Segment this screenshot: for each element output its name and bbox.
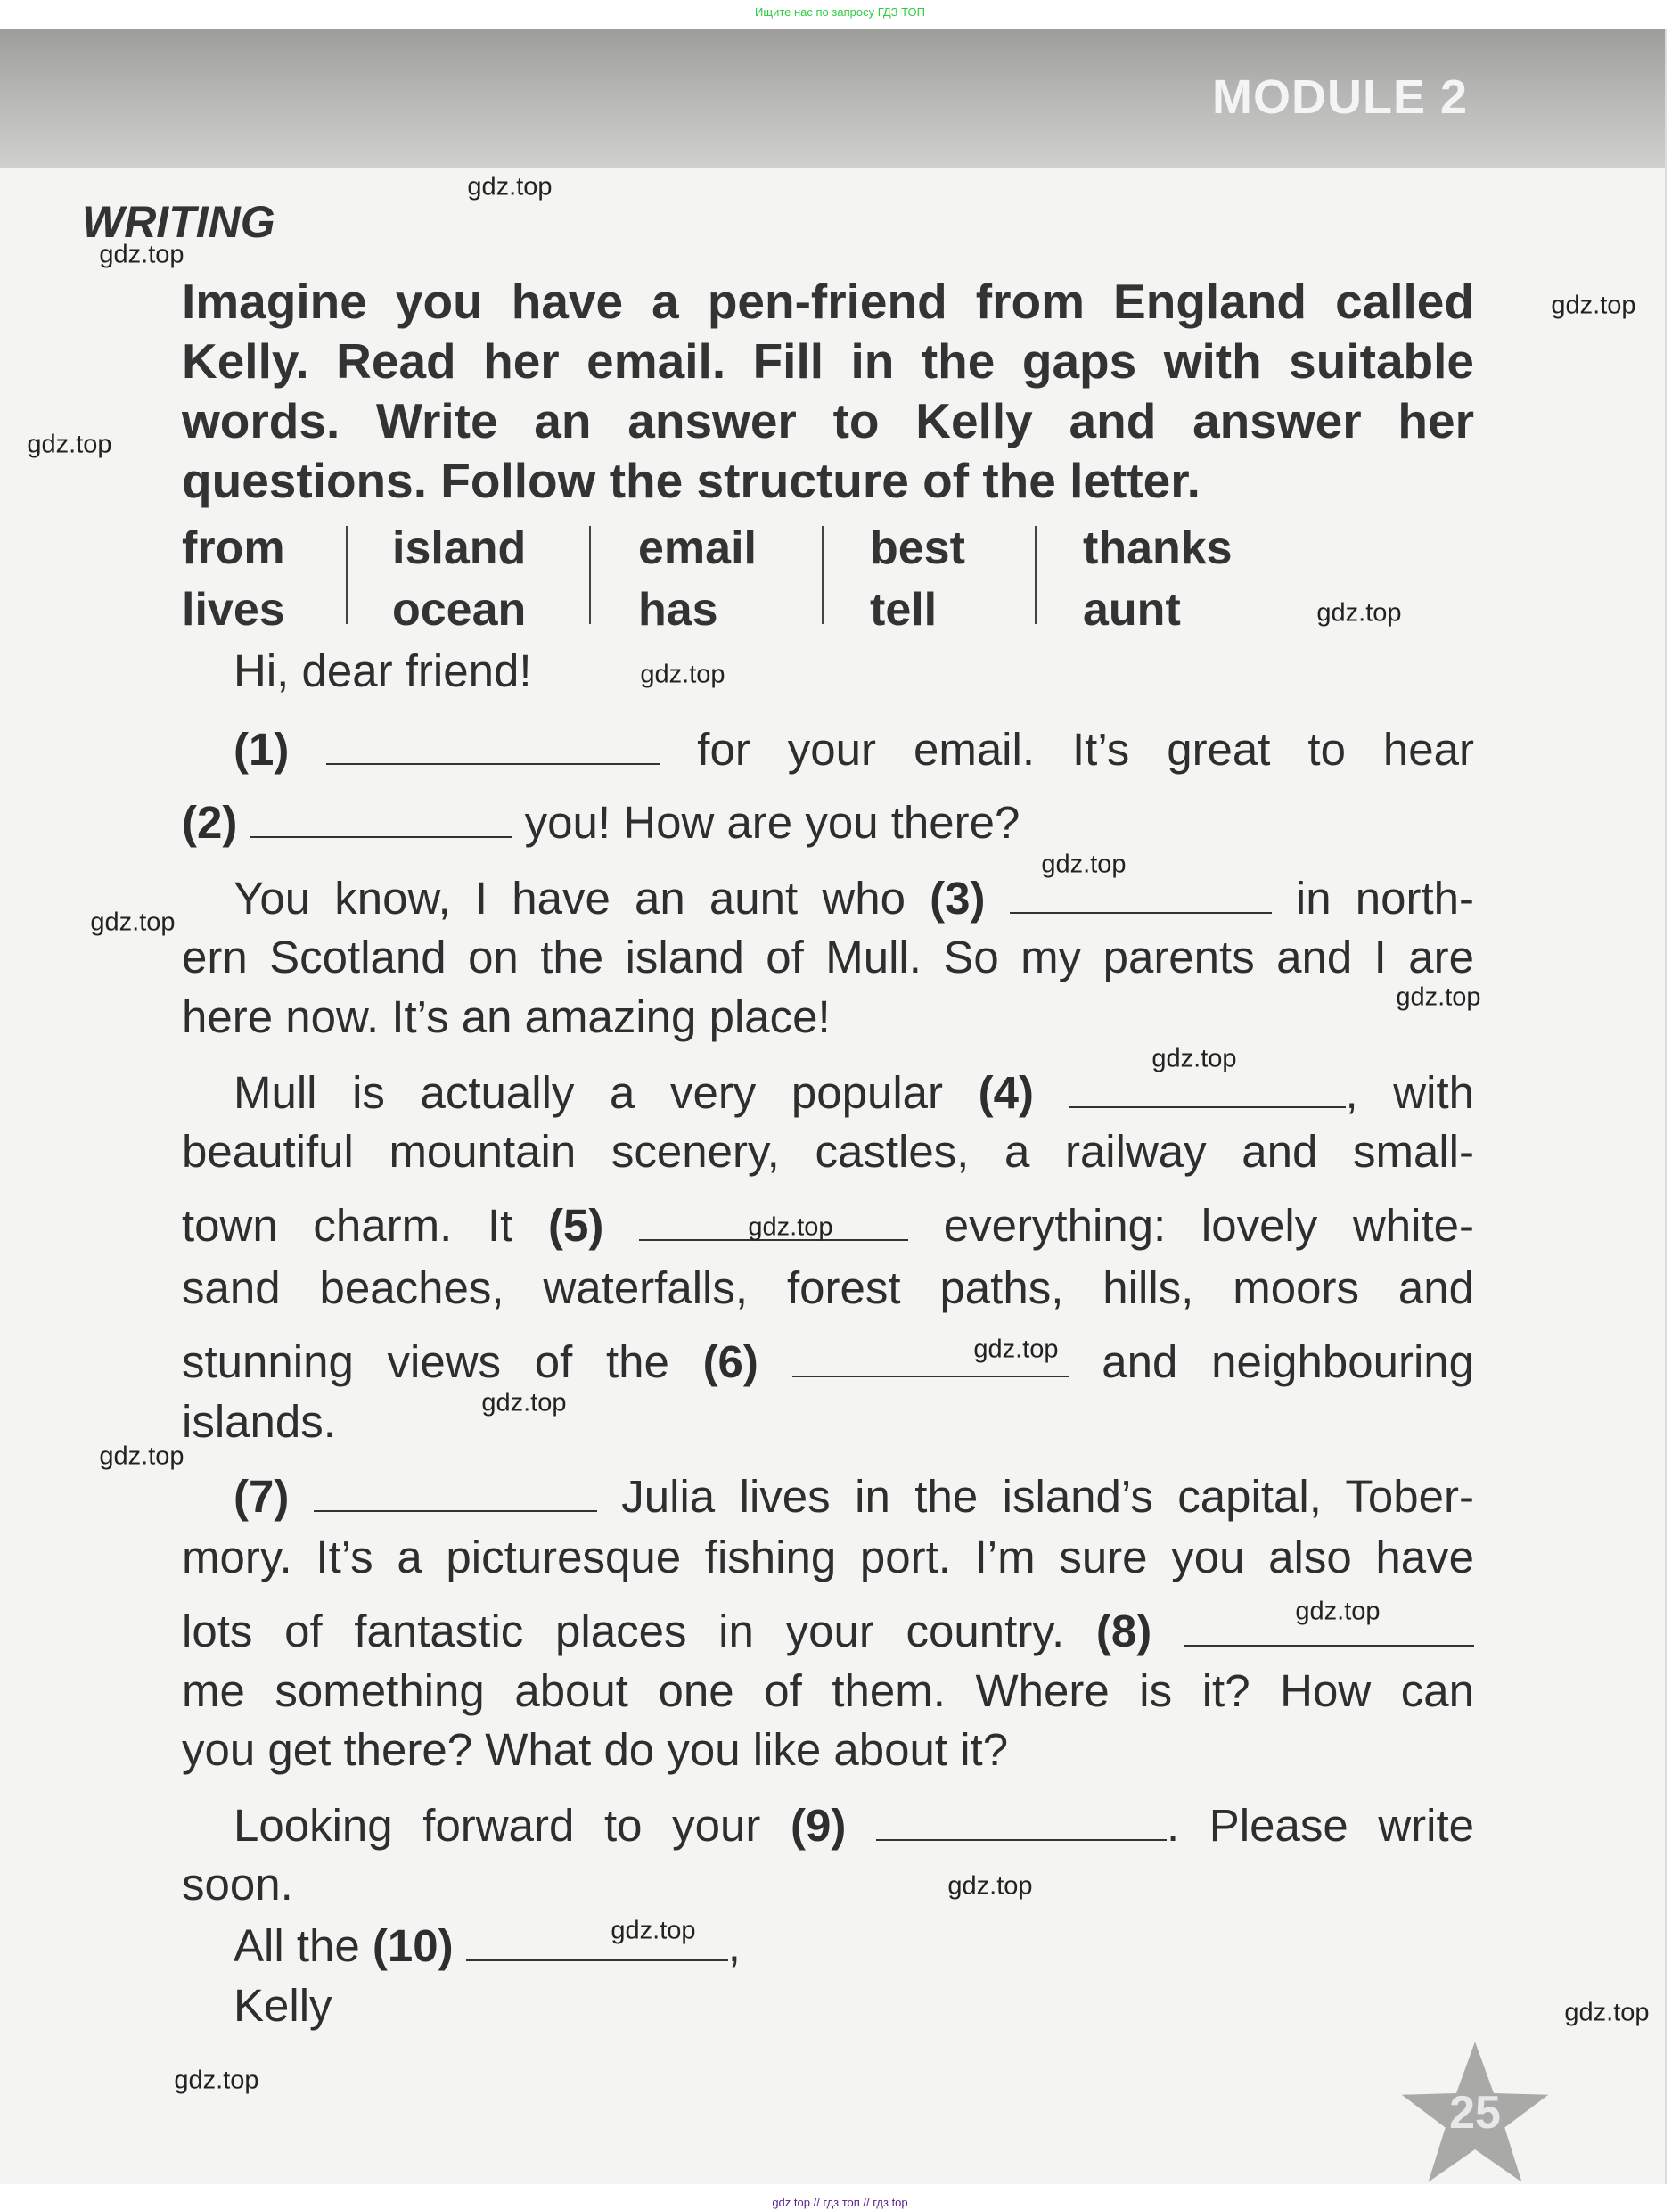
watermark-text: gdz.top <box>90 908 176 937</box>
letter-text: , with <box>1345 1067 1474 1118</box>
letter-text <box>289 1471 313 1522</box>
letter-text: You know, I have an aunt who <box>234 873 930 924</box>
watermark-text: gdz.top <box>99 240 184 269</box>
letter-text <box>454 1920 466 1971</box>
letter-text: and neighbouring <box>1068 1336 1475 1387</box>
gap-number: (4) <box>978 1067 1034 1118</box>
gap-blank-input[interactable] <box>1010 878 1272 914</box>
letter-line <box>182 931 1474 983</box>
letter-text: everything: lovely white- <box>908 1200 1474 1251</box>
word-box-item: thanks <box>1083 522 1233 574</box>
gap-number: (8) <box>1095 1606 1152 1656</box>
word-box-divider <box>346 526 348 624</box>
letter-text: me something about one of them. Where is it? How can <box>182 1665 1474 1716</box>
letter-text: Mull is actually a very popular <box>234 1067 979 1118</box>
letter-line <box>234 1470 1474 1523</box>
letter-text: Hi, dear friend! <box>234 645 532 696</box>
watermark-text: gdz.top <box>1151 1044 1237 1073</box>
letter-line <box>182 1531 1474 1583</box>
letter-text: beautiful mountain scenery, castles, a railway and small- <box>182 1126 1474 1177</box>
word-box-item: island <box>392 522 527 574</box>
bottom-note: gdz top // гдз топ // гдз top <box>772 2196 908 2209</box>
letter-text: , <box>727 1920 741 1971</box>
word-box-item: from <box>182 522 285 574</box>
letter-line <box>234 1979 332 2032</box>
watermark-text: gdz.top <box>947 1871 1033 1901</box>
letter-text: Kelly <box>234 1980 332 2031</box>
letter-text: islands. <box>182 1396 336 1447</box>
word-box-item: best <box>870 522 965 574</box>
letter-line <box>182 796 1020 849</box>
letter-text <box>289 724 326 775</box>
letter-text: in north- <box>1271 873 1474 924</box>
top-search-note: Ищите нас по запросу ГДЗ ТОП <box>755 5 925 19</box>
letter-text: sand beaches, waterfalls, forest paths, hills, moors and <box>182 1262 1474 1313</box>
word-box-divider <box>589 526 591 624</box>
watermark-text: gdz.top <box>99 1442 184 1471</box>
gap-number: (10) <box>372 1920 454 1971</box>
letter-text: town charm. It <box>182 1200 548 1251</box>
watermark-text: gdz.top <box>1316 598 1402 628</box>
letter-text <box>603 1200 639 1251</box>
letter-line <box>234 1066 1474 1119</box>
letter-line <box>234 723 1474 776</box>
letter-line <box>182 1723 1008 1776</box>
watermark-text: gdz.top <box>973 1335 1059 1364</box>
letter-text: ern Scotland on the island of Mull. So my parents and I are <box>182 932 1474 982</box>
gap-number: (7) <box>234 1471 290 1522</box>
letter-text <box>985 873 1009 924</box>
letter-text <box>1034 1067 1069 1118</box>
section-heading: WRITING <box>82 197 275 247</box>
letter-text: you! How are you there? <box>512 797 1020 848</box>
letter-text <box>758 1336 792 1387</box>
letter-text: . Please write <box>1166 1800 1474 1851</box>
word-box-divider <box>822 526 824 624</box>
gap-number: (2) <box>182 797 238 848</box>
word-box-item: email <box>638 522 757 574</box>
letter-text: Julia lives in the island’s capital, Tober- <box>596 1471 1474 1522</box>
watermark-text: gdz.top <box>1396 982 1481 1012</box>
page-number: 25 <box>1449 2087 1501 2139</box>
gap-number: (9) <box>790 1800 847 1851</box>
letter-line <box>182 1335 1474 1388</box>
gap-blank-input[interactable] <box>326 729 660 765</box>
word-box-item: ocean <box>392 584 527 636</box>
letter-line <box>182 1125 1474 1178</box>
letter-text: you get there? What do you like about it? <box>182 1724 1009 1775</box>
letter-text: All the <box>234 1920 373 1971</box>
letter-line <box>234 645 532 697</box>
watermark-text: gdz.top <box>467 172 553 201</box>
watermark-text: gdz.top <box>748 1212 833 1242</box>
letter-line <box>182 1395 336 1448</box>
word-box-item: has <box>638 584 718 636</box>
task-instructions: Imagine you have a pen-friend from England called Kelly. Read her email. Fill in the gaps with suitable words. Write an answer to Kelly and answer her questions. Follow the structure of the letter. <box>182 274 1474 508</box>
letter-text <box>846 1800 876 1851</box>
gap-number: (1) <box>234 724 290 775</box>
watermark-text: gdz.top <box>1295 1597 1381 1626</box>
letter-text: mory. It’s a picturesque fishing port. I’m sure you also have <box>182 1532 1474 1582</box>
letter-text: for your email. It’s great to hear <box>660 724 1475 775</box>
watermark-text: gdz.top <box>481 1388 567 1417</box>
word-box-divider <box>1035 526 1037 624</box>
watermark-text: gdz.top <box>611 1916 696 1945</box>
watermark-text: gdz.top <box>1041 850 1127 879</box>
letter-text: soon. <box>182 1859 293 1910</box>
gap-number: (5) <box>548 1200 604 1251</box>
letter-line <box>182 1858 293 1910</box>
letter-line <box>182 1261 1474 1314</box>
gap-blank-input[interactable] <box>876 1805 1167 1841</box>
letter-text: stunning views of the <box>182 1336 703 1387</box>
watermark-text: gdz.top <box>1551 291 1636 320</box>
watermark-text: gdz.top <box>1564 1998 1650 2027</box>
gap-number: (6) <box>702 1336 758 1387</box>
gap-number: (3) <box>930 873 986 924</box>
gap-blank-input[interactable] <box>250 802 512 838</box>
watermark-text: gdz.top <box>174 2066 259 2095</box>
letter-text: lots of fantastic places in your country. <box>182 1606 1096 1656</box>
letter-text: here now. It’s an amazing place! <box>182 991 831 1042</box>
gap-blank-input[interactable] <box>1069 1072 1346 1108</box>
word-box-item: aunt <box>1083 584 1181 636</box>
watermark-text: gdz.top <box>640 660 725 689</box>
module-title: MODULE 2 <box>1212 70 1469 124</box>
letter-text <box>1151 1606 1184 1656</box>
letter-line <box>234 872 1474 924</box>
word-box-item: lives <box>182 584 285 636</box>
letter-line <box>182 990 831 1043</box>
letter-line <box>182 1605 1474 1657</box>
gap-blank-input[interactable] <box>314 1476 597 1512</box>
letter-text: Looking forward to your <box>234 1800 791 1851</box>
word-box-item: tell <box>870 584 938 636</box>
letter-line <box>234 1799 1474 1852</box>
letter-text <box>237 797 250 848</box>
watermark-text: gdz.top <box>27 430 112 459</box>
letter-line <box>182 1664 1474 1717</box>
